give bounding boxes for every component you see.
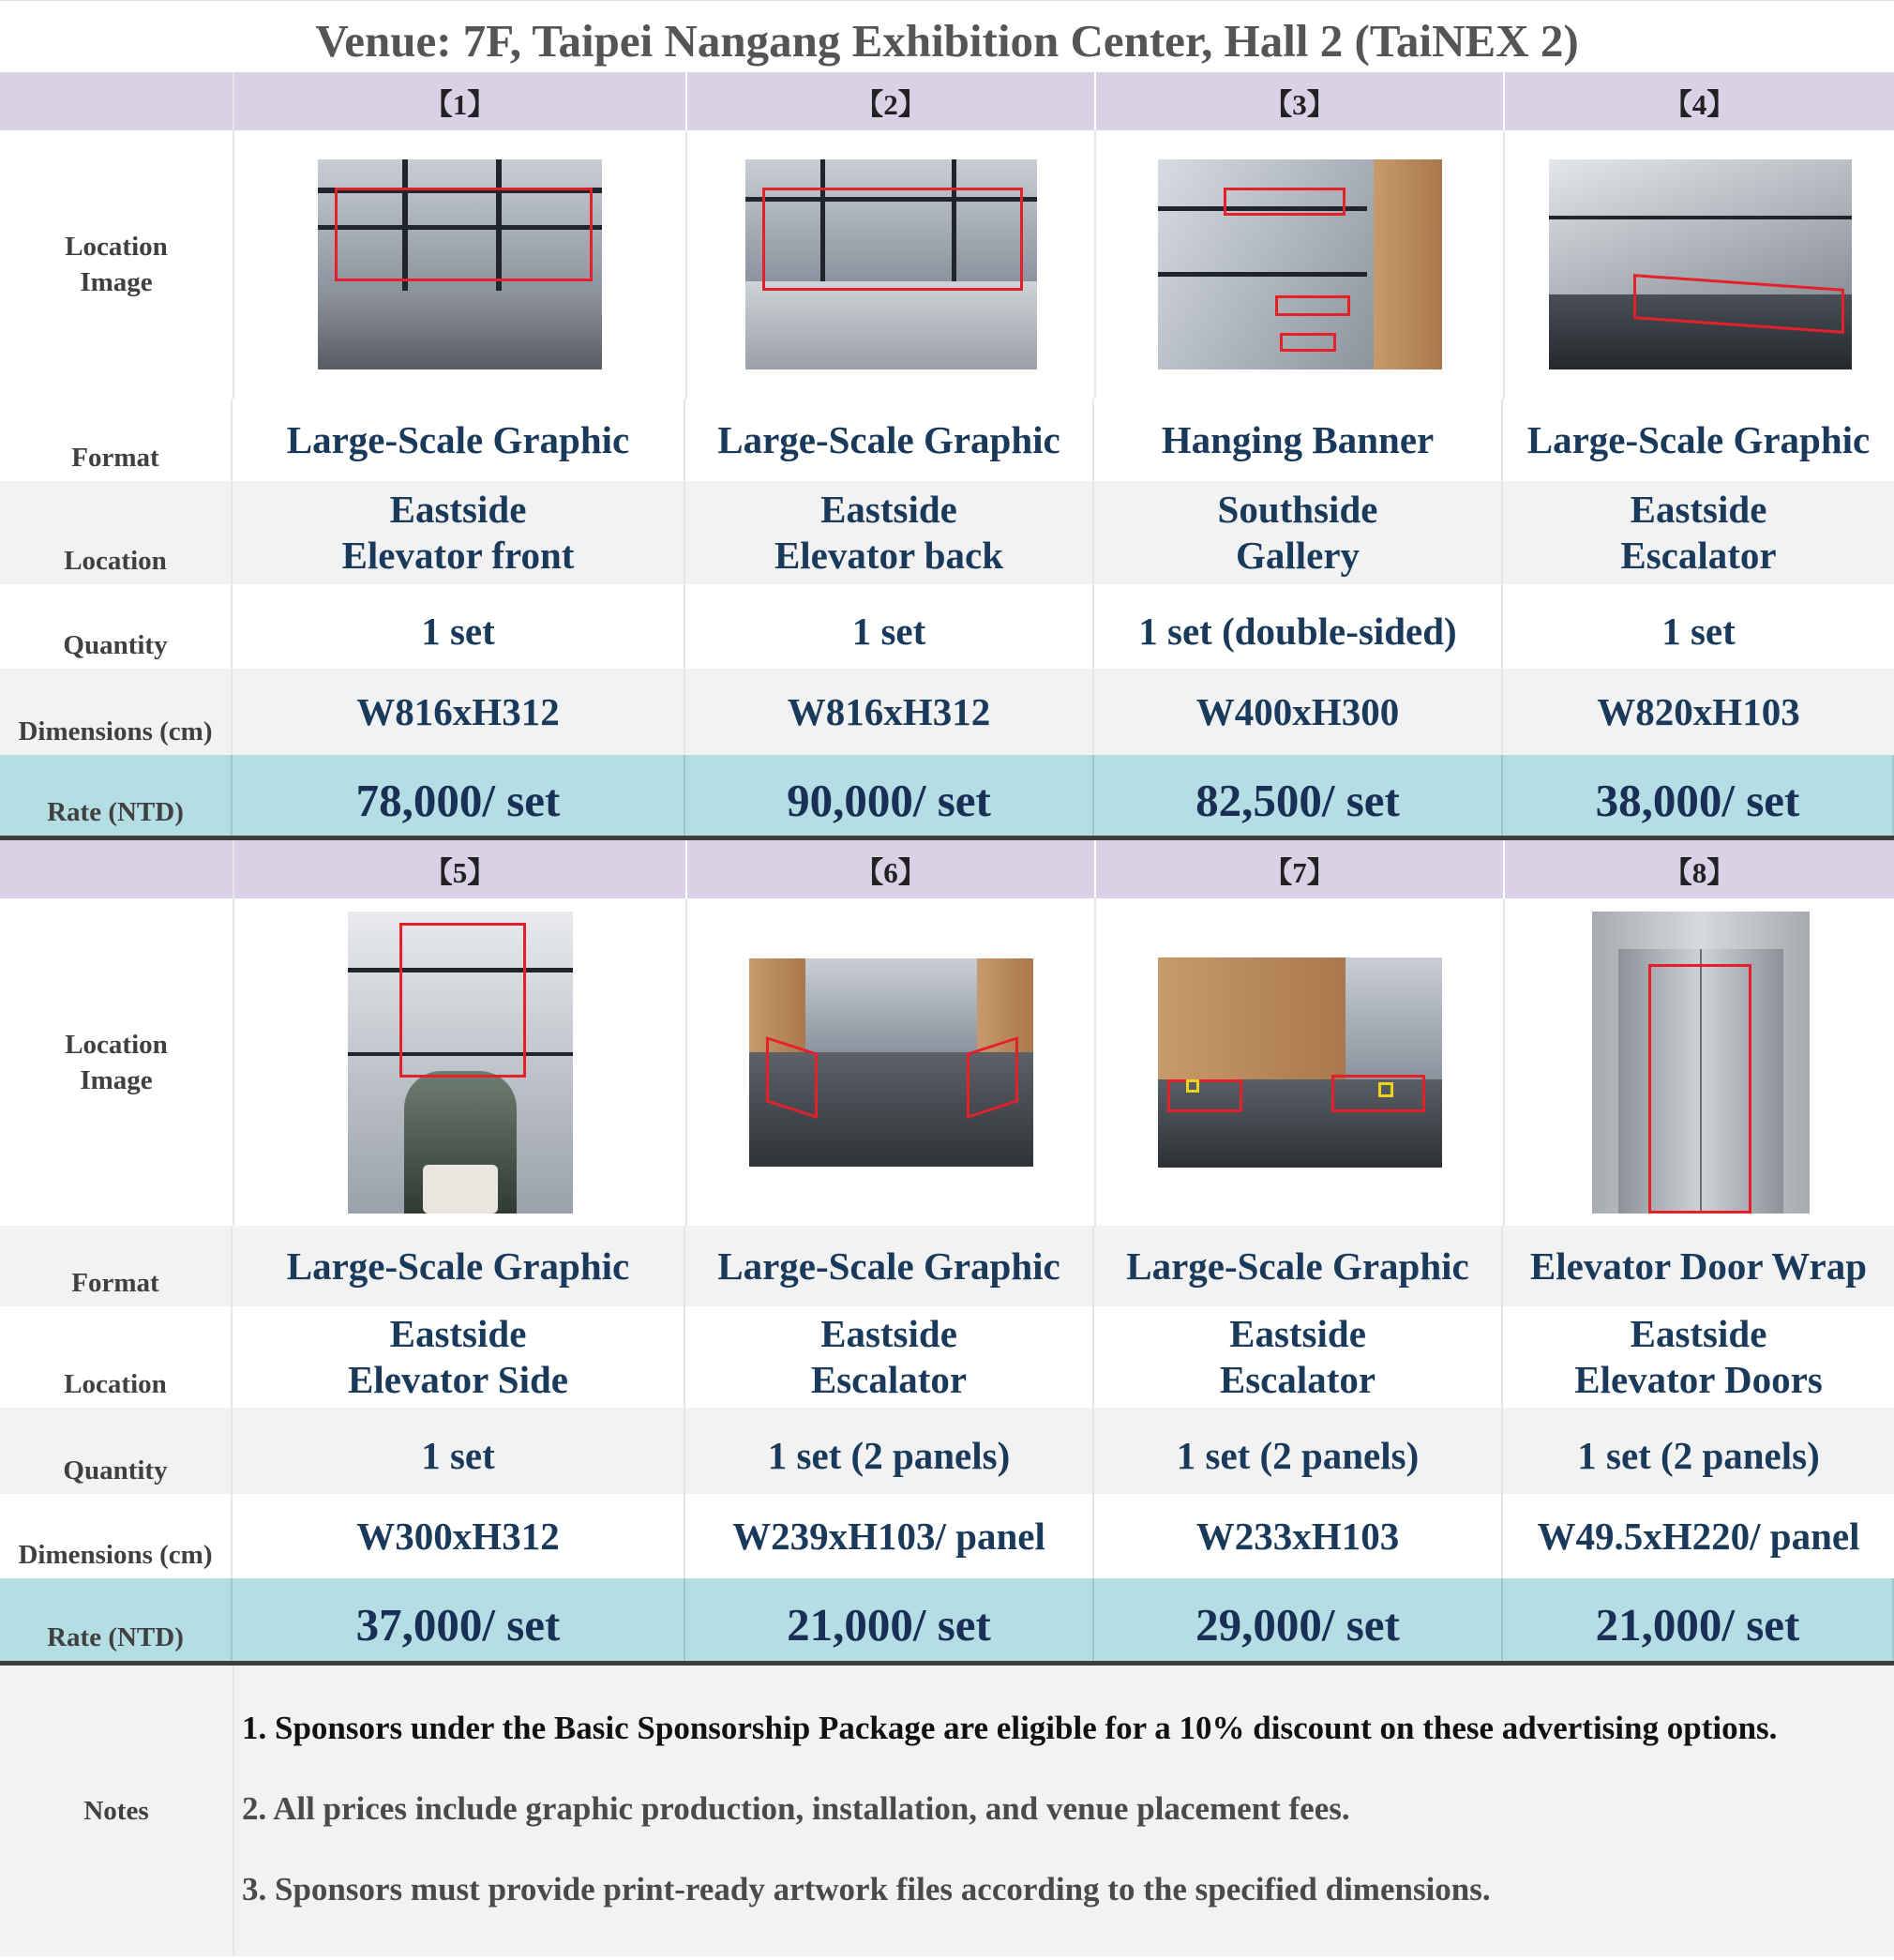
format-value: Hanging Banner — [1094, 399, 1503, 481]
quantity-value: 1 set — [233, 1408, 685, 1494]
quantity-row — [0, 584, 1894, 669]
dimensions-value: W300xH312 — [233, 1494, 685, 1578]
marker-outline — [1186, 1079, 1199, 1093]
option-number: 【1】 — [234, 72, 687, 130]
quantity-row — [0, 1408, 1894, 1494]
notes-section — [0, 1666, 1894, 1956]
location-photo — [1158, 159, 1442, 369]
marker-outline — [1378, 1082, 1393, 1097]
quantity-value: 1 set — [1661, 610, 1736, 653]
dimensions-value: W820xH103 — [1597, 690, 1800, 733]
quantity-value: 1 set (2 panels) — [1577, 1434, 1820, 1477]
location-value: Eastside Elevator back — [685, 481, 1094, 584]
option-number-row — [0, 840, 1894, 898]
format-value: Large-Scale Graphic — [1094, 1226, 1503, 1306]
placement-outline — [1280, 333, 1336, 352]
rate-row — [0, 755, 1894, 836]
option-number: 【3】 — [1096, 72, 1505, 130]
row-label-rate: Rate (NTD) — [0, 1578, 233, 1661]
location-image-row — [0, 130, 1894, 399]
format-value: Large-Scale Graphic — [685, 1226, 1094, 1306]
format-value: Large-Scale Graphic — [233, 1226, 685, 1306]
rate-value: 78,000/ set — [233, 755, 685, 836]
location-value: Eastside Elevator Side — [233, 1306, 685, 1408]
location-photo — [318, 159, 602, 369]
location-photo — [1592, 912, 1810, 1214]
location-photo — [1549, 159, 1852, 369]
quantity-value: 1 set (2 panels) — [1094, 1408, 1503, 1494]
row-label-notes: Notes — [0, 1666, 234, 1956]
location-photo — [348, 912, 573, 1214]
location-value: Eastside Elevator Doors — [1574, 1312, 1823, 1401]
format-value: Large-Scale Graphic — [685, 399, 1094, 481]
placement-outline — [1224, 188, 1345, 216]
placement-outline — [1275, 295, 1350, 316]
row-label-image: Location Image — [0, 898, 234, 1226]
placement-outline — [1167, 1079, 1242, 1112]
quantity-value: 1 set (2 panels) — [685, 1408, 1094, 1494]
option-number: 【5】 — [234, 840, 687, 898]
location-image-row — [0, 898, 1894, 1226]
dimensions-value: W49.5xH220/ panel — [1537, 1515, 1860, 1558]
dimensions-value: W233xH103 — [1094, 1494, 1503, 1578]
row-label-location: Location — [0, 481, 233, 584]
rate-value: 37,000/ set — [233, 1578, 685, 1661]
rate-value: 90,000/ set — [685, 755, 1094, 836]
location-photo — [745, 159, 1037, 369]
row-label-format: Format — [0, 399, 233, 481]
row-label-quantity: Quantity — [0, 584, 233, 669]
location-value: Eastside Escalator — [685, 1306, 1094, 1408]
dimensions-row — [0, 1494, 1894, 1578]
placement-outline — [1648, 964, 1751, 1214]
notes-list — [234, 1666, 1894, 1956]
quantity-value: 1 set — [685, 584, 1094, 669]
option-number: 【2】 — [687, 72, 1096, 130]
row-label-format: Format — [0, 1226, 233, 1306]
rate-value: 82,500/ set — [1094, 755, 1503, 836]
location-row — [0, 481, 1894, 584]
quantity-value: 1 set (double-sided) — [1094, 584, 1503, 669]
note-item: 2. All prices include graphic production, installation, and venue placement fees. — [242, 1790, 1350, 1827]
option-number: 【7】 — [1096, 840, 1505, 898]
option-number: 【6】 — [687, 840, 1096, 898]
row-label-quantity: Quantity — [0, 1408, 233, 1494]
page-title: Venue: 7F, Taipei Nangang Exhibition Center, Hall 2 (TaiNEX 2) — [0, 0, 1894, 72]
dimensions-row — [0, 669, 1894, 755]
dimensions-value: W400xH300 — [1094, 669, 1503, 755]
dimensions-value: W239xH103/ panel — [685, 1494, 1094, 1578]
placement-outline — [335, 188, 593, 281]
placement-outline — [399, 923, 526, 1078]
format-row — [0, 1226, 1894, 1306]
row-label-image: Location Image — [0, 130, 234, 399]
rate-value: 29,000/ set — [1094, 1578, 1503, 1661]
location-photo — [749, 958, 1033, 1167]
location-value: Eastside Escalator — [1620, 488, 1777, 577]
format-value: Large-Scale Graphic — [233, 399, 685, 481]
row-label-dimensions: Dimensions (cm) — [0, 669, 233, 755]
rate-value: 21,000/ set — [685, 1578, 1094, 1661]
option-number-row — [0, 72, 1894, 130]
format-row — [0, 399, 1894, 481]
placement-outline — [762, 188, 1023, 291]
row-label-location: Location — [0, 1306, 233, 1408]
note-item: 3. Sponsors must provide print-ready artwork files according to the specified dimensions. — [242, 1871, 1491, 1907]
format-value: Large-Scale Graphic — [1526, 418, 1871, 461]
option-number: 【8】 — [1505, 840, 1894, 898]
location-photo — [1158, 957, 1442, 1168]
rate-row — [0, 1578, 1894, 1661]
option-number: 【4】 — [1505, 72, 1894, 130]
location-row — [0, 1306, 1894, 1408]
row-label-rate: Rate (NTD) — [0, 755, 233, 836]
location-value: Eastside Elevator front — [233, 481, 685, 584]
row-label-dimensions: Dimensions (cm) — [0, 1494, 233, 1578]
rate-value: 21,000/ set — [1503, 1578, 1894, 1661]
location-value: Southside Gallery — [1094, 481, 1503, 584]
rate-value: 38,000/ set — [1503, 755, 1894, 836]
format-value: Elevator Door Wrap — [1529, 1244, 1868, 1288]
dimensions-value: W816xH312 — [685, 669, 1094, 755]
quantity-value: 1 set — [233, 584, 685, 669]
note-item: 1. Sponsors under the Basic Sponsorship Package are eligible for a 10% discount on these advertising options. — [242, 1710, 1778, 1746]
dimensions-value: W816xH312 — [233, 669, 685, 755]
location-value: Eastside Escalator — [1094, 1306, 1503, 1408]
